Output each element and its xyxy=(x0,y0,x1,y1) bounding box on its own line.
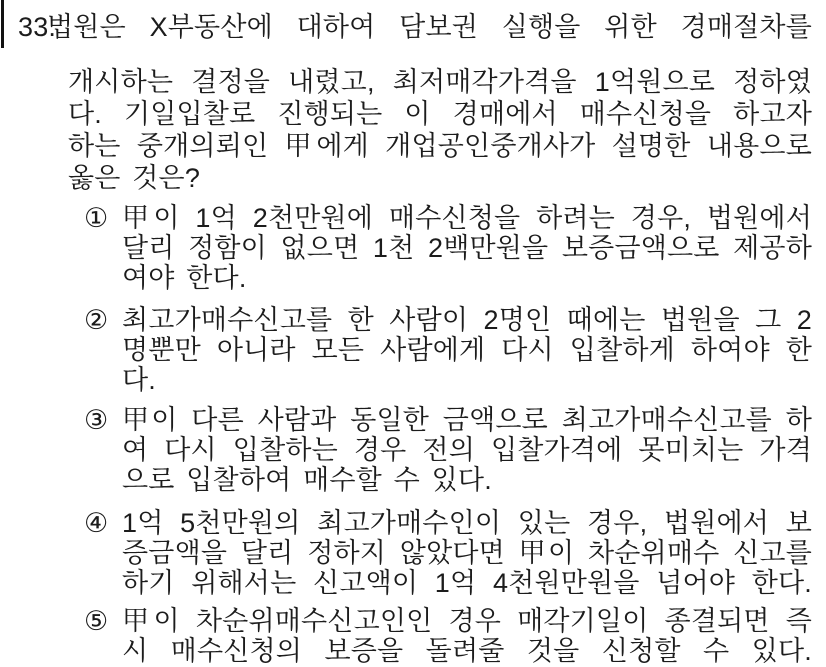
option-4-line-1: 1억 5천만원의 최고가매수인이 있는 경우, 법원에서 보 xyxy=(122,508,812,538)
option-2-line-1: 최고가매수신고를 한 사람이 2명인 때에는 법원을 그 2 xyxy=(122,305,812,335)
option-4-text xyxy=(122,508,812,598)
option-5-circled-number: ⑤ xyxy=(84,606,109,636)
option-1-line-1: 甲이 1억 2천만원에 매수신청을 하려는 경우, 법원에서 xyxy=(122,203,812,233)
option-2-line-3: 다. xyxy=(122,365,156,395)
option-3-text xyxy=(122,405,812,495)
option-1-line-2: 달리 정함이 없으면 1천 2백만원을 보증금액으로 제공하 xyxy=(122,233,812,263)
question-text-line-1: 법원은 X부동산에 대하여 담보권 실행을 위한 경매절차를 xyxy=(47,12,812,42)
option-1-circled-number: ① xyxy=(84,203,109,233)
question-number: 33. xyxy=(18,12,57,42)
option-3-line-2: 여 다시 입찰하는 경우 전의 입찰가격에 못미치는 가격 xyxy=(122,435,812,465)
option-4-circled-number: ④ xyxy=(84,508,109,538)
scan-edge-mark xyxy=(1,0,4,48)
option-5-text xyxy=(122,606,812,666)
option-4-line-3: 하기 위해서는 신고액이 1억 4천원만원을 넘어야 한다. xyxy=(122,568,812,598)
option-5-line-1: 甲이 차순위매수신고인인 경우 매각기일이 종결되면 즉 xyxy=(122,606,812,636)
option-1-text xyxy=(122,203,812,293)
question-body xyxy=(68,66,812,194)
option-4-line-2: 증금액을 달리 정하지 않았다면 甲이 차순위매수 신고를 xyxy=(122,538,812,568)
option-2-text xyxy=(122,305,812,395)
option-2-line-2: 명뿐만 아니라 모든 사람에게 다시 입찰하게 하여야 한 xyxy=(122,335,812,365)
question-text-line-4: 하는 중개의뢰인 甲에게 개업공인중개사가 설명한 내용으로 xyxy=(68,131,812,161)
question-text-line-2: 개시하는 결정을 내렸고, 최저매각가격을 1억원으로 정하였 xyxy=(68,67,812,97)
option-3-line-1: 甲이 다른 사람과 동일한 금액으로 최고가매수신고를 하 xyxy=(122,405,812,435)
option-2-circled-number: ② xyxy=(84,305,109,335)
option-3-line-3: 으로 입찰하여 매수할 수 있다. xyxy=(122,465,492,495)
option-1-line-3: 여야 한다. xyxy=(122,263,247,293)
question-text-line-5: 옳은 것은? xyxy=(68,163,201,193)
question-text-line-3: 다. 기일입찰로 진행되는 이 경매에서 매수신청을 하고자 xyxy=(68,99,812,129)
option-5-line-2: 시 매수신청의 보증을 돌려줄 것을 신청할 수 있다. xyxy=(122,636,812,666)
option-3-circled-number: ③ xyxy=(84,405,109,435)
